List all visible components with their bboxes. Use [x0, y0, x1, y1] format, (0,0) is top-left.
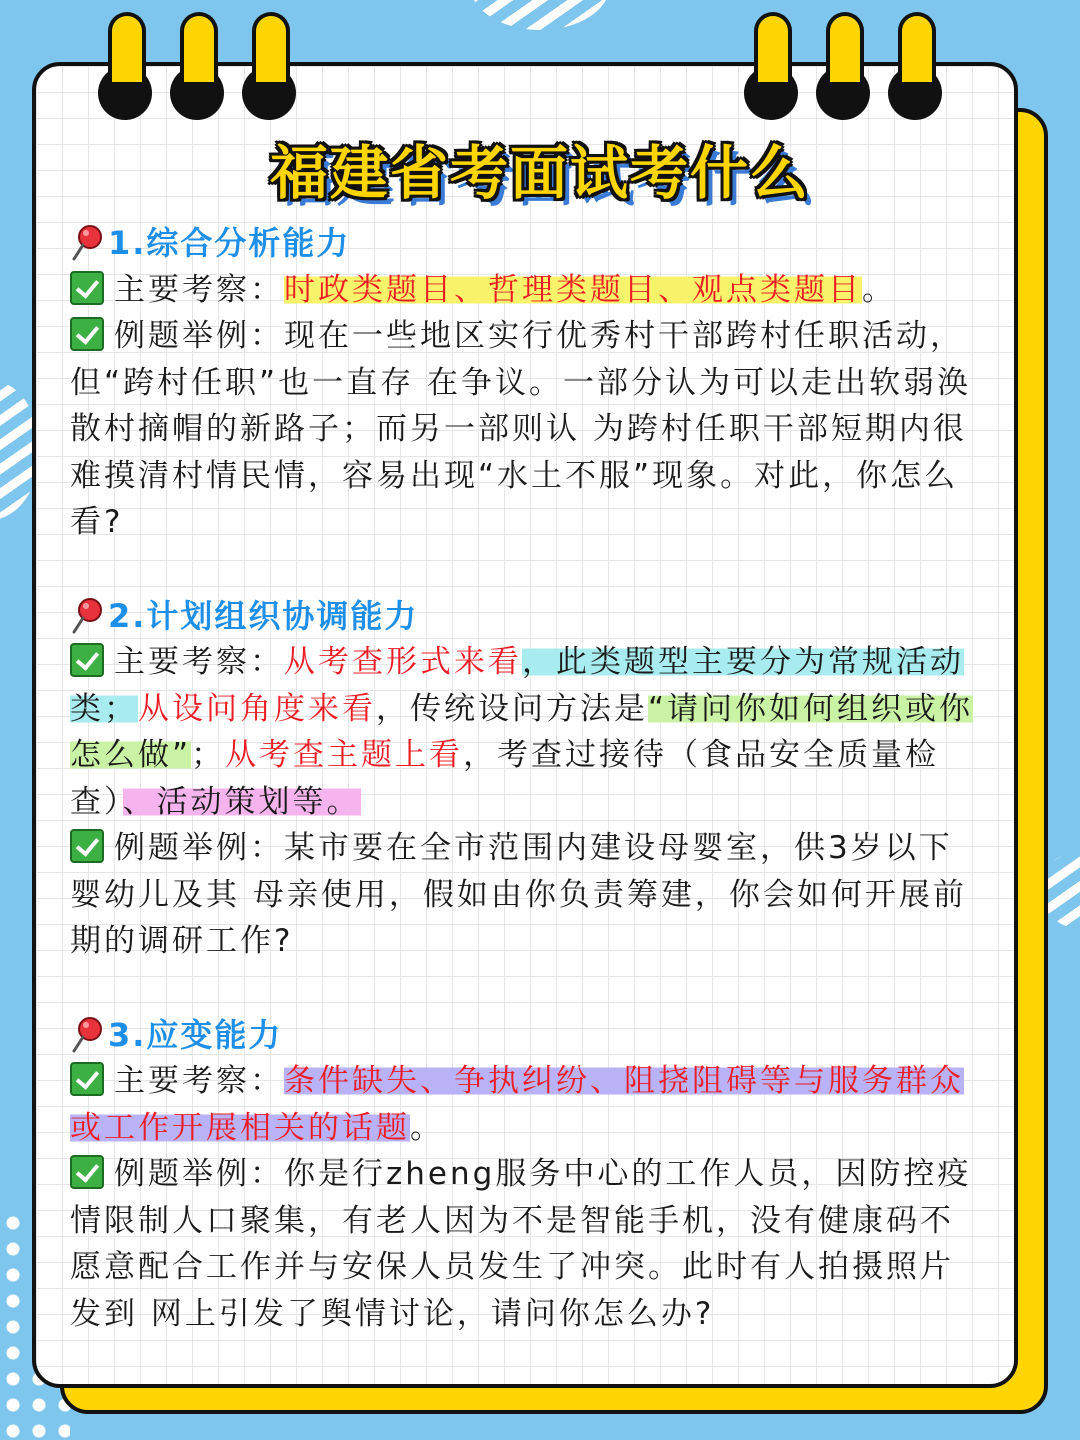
- section-heading-text: 2.计划组织协调能力: [108, 596, 419, 635]
- binder-ring: [816, 12, 874, 122]
- section-1: [70, 220, 986, 546]
- section-heading: [70, 593, 986, 640]
- check-mark-icon: [70, 271, 104, 305]
- pushpin-icon: [70, 1015, 106, 1055]
- section-3: [70, 1012, 986, 1338]
- binder-ring: [98, 12, 156, 122]
- content-body: [70, 220, 986, 1384]
- check-mark-icon: [70, 829, 104, 863]
- example-text: 你是行zheng服务中心的工作人员，因防控疫情限制人口聚集，有老人因为不是智能手机，没有健康码不愿意配合工作并与安保人员发生了冲突。此时有人拍摄照片发到 网上引发了舆情讨论，请问你怎么办?: [70, 1156, 972, 1332]
- check-mark-icon: [70, 1062, 104, 1096]
- page-title: 福建省考面试考什么: [269, 139, 810, 207]
- binder-ring: [888, 12, 946, 122]
- main-label: 主要考察：: [114, 644, 284, 680]
- example-label: 例题举例：: [114, 1156, 284, 1192]
- focus-question-end: ；: [191, 737, 226, 773]
- binder-ring: [242, 12, 300, 122]
- section-heading: [70, 220, 986, 267]
- main-label: 主要考察：: [114, 271, 284, 308]
- focus-topic: 从考查主题上看: [225, 737, 464, 773]
- binder-ring: [170, 12, 228, 122]
- focus-topic-text: ，考查过接待（食品安全质量检查）: [70, 737, 940, 820]
- example: [70, 1151, 986, 1337]
- example-text: 现在一些地区实行优秀村干部跨村任职活动，但“跨村任职”也一直存 在争议。一部分认为可以走出软弱涣散村摘帽的新路子；而另一部则认 为跨村任职干部短期内很难摸清村情民情，容易出现“水土不服”现象。对此，你怎么看?: [70, 318, 971, 540]
- example: [70, 825, 986, 965]
- focus-form: 从考查形式来看: [284, 644, 522, 680]
- focus-form-text: ，此类题型主要分为常规活动类；: [70, 644, 964, 727]
- main-focus: [70, 267, 986, 314]
- section-heading-text: 1.综合分析能力: [108, 224, 351, 262]
- main-focus-highlight: 时政类题目、哲理类题目、观点类题目: [284, 271, 862, 308]
- pushpin-icon: [70, 223, 106, 263]
- main-focus-end: 。: [410, 1109, 444, 1146]
- section-heading: [70, 1012, 986, 1059]
- example: [70, 313, 986, 546]
- section-2: [70, 593, 986, 965]
- main-focus: [70, 639, 986, 825]
- section-heading-text: 3.应变能力: [108, 1015, 283, 1054]
- binder-ring: [744, 12, 802, 122]
- main-focus: [70, 1058, 986, 1151]
- focus-question-quote: “请问你如何组织或你怎么做”: [70, 690, 974, 773]
- striped-circle-decoration: [470, 0, 610, 30]
- check-mark-icon: [70, 643, 104, 677]
- example-label: 例题举例：: [114, 830, 284, 866]
- pushpin-icon: [70, 596, 106, 636]
- main-label: 主要考察：: [114, 1063, 284, 1099]
- example-label: 例题举例：: [114, 318, 284, 354]
- focus-question-text: ，传统设问方法是: [376, 690, 648, 727]
- main-focus-highlight: 条件缺失、争执纠纷、阻挠阻碍等与服务群众或工作开展相关的话题: [70, 1063, 964, 1146]
- main-focus-end: 。: [862, 271, 896, 308]
- check-mark-icon: [70, 1155, 104, 1189]
- check-mark-icon: [70, 317, 104, 351]
- focus-topic-end: 、活动策划等。: [122, 783, 361, 820]
- example-text: 某市要在全市范围内建设母婴室，供3岁以下婴幼儿及其 母亲使用，假如由你负责筹建，你会如何开展前期的调研工作?: [70, 830, 967, 959]
- focus-question: 从设问角度来看: [138, 690, 376, 727]
